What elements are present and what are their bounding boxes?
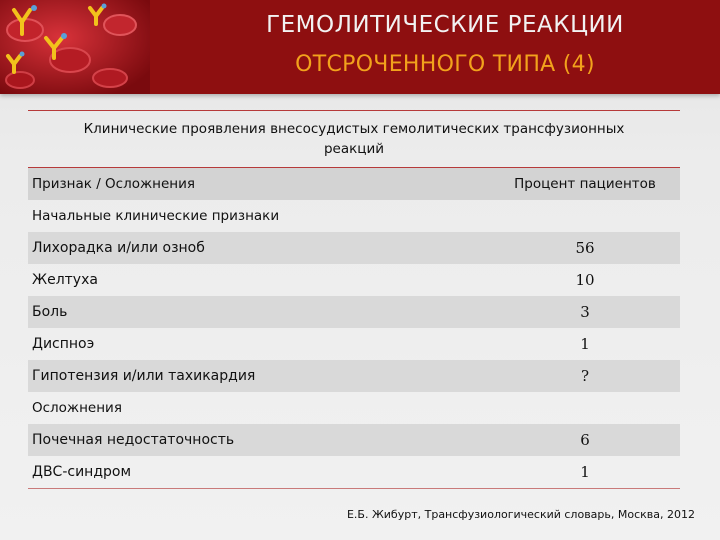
percent-cell: 3 <box>580 303 590 321</box>
sign-cell: Диспноэ <box>32 336 95 352</box>
percent-cell: ? <box>580 367 590 385</box>
sign-cell: Желтуха <box>32 272 98 288</box>
table-row <box>28 456 680 488</box>
table-caption: Клинические проявления внесосудистых гемолитических трансфузионных реакций <box>83 121 625 157</box>
percent-cell: 56 <box>575 239 595 257</box>
title-line-2: ОТСРОЧЕННОГО ТИПА (4) <box>295 52 595 77</box>
sign-cell: ДВС-синдром <box>32 464 132 480</box>
manifestations-table <box>28 110 680 489</box>
title-line-1: ГЕМОЛИТИЧЕСКИЕ РЕАКЦИИ <box>266 12 624 38</box>
table-row <box>28 424 680 456</box>
table-header-row <box>28 168 680 200</box>
column-header-sign: Признак / Осложнения <box>32 176 196 192</box>
table-row <box>28 328 680 360</box>
section-heading-complications <box>28 392 680 424</box>
section-heading-initial <box>28 200 680 232</box>
bottom-rule <box>28 488 680 489</box>
source-citation: Е.Б. Жибурт, Трансфузиологический словарь, Москва, 2012 <box>346 508 695 521</box>
percent-cell: 10 <box>575 271 595 289</box>
table-row <box>28 264 680 296</box>
percent-cell: 1 <box>580 335 590 353</box>
percent-cell: 6 <box>580 431 590 449</box>
percent-cell: 1 <box>580 463 590 481</box>
sign-cell: Гипотензия и/или тахикардия <box>32 368 256 384</box>
sign-cell: Лихорадка и/или озноб <box>32 240 205 256</box>
table-row <box>28 296 680 328</box>
table-row <box>28 232 680 264</box>
section-label: Осложнения <box>32 400 122 416</box>
title-banner <box>0 0 720 94</box>
column-header-percent: Процент пациентов <box>514 176 656 192</box>
sign-cell: Боль <box>32 304 68 320</box>
section-label: Начальные клинические признаки <box>32 208 280 224</box>
table-row <box>28 360 680 392</box>
sign-cell: Почечная недостаточность <box>32 432 235 448</box>
blood-cells-illustration <box>0 0 150 94</box>
